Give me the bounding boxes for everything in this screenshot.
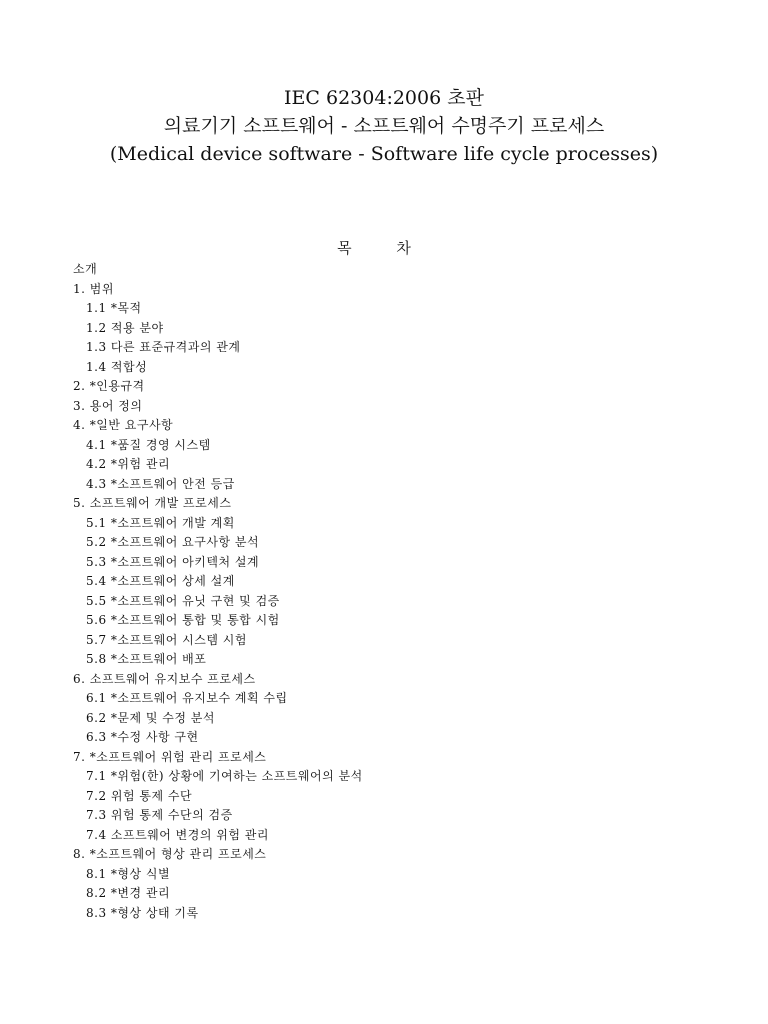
toc-subsection: 6.1 *소프트웨어 유지보수 계획 수립 bbox=[86, 691, 288, 705]
toc-subsection: 5.3 *소프트웨어 아키텍처 설계 bbox=[86, 554, 260, 569]
toc-subsection: 5.4 *소프트웨어 상세 설계 bbox=[86, 574, 235, 588]
toc-subsection: 1.1 *목적 bbox=[86, 301, 142, 315]
toc-subsection: 8.1 *형상 식별 bbox=[86, 866, 171, 881]
toc-subsection: 1.4 적합성 bbox=[86, 359, 148, 374]
toc-subsection: 5.2 *소프트웨어 요구사항 분석 bbox=[86, 535, 260, 549]
toc-subsection: 4.3 *소프트웨어 안전 등급 bbox=[86, 476, 235, 491]
toc-section: 2. *인용규격 bbox=[73, 379, 145, 393]
toc-section: 7. *소프트웨어 위험 관리 프로세스 bbox=[73, 749, 267, 764]
toc-subsection: 7.1 *위험(한) 상황에 기여하는 소프트웨어의 분석 bbox=[86, 769, 363, 783]
title-line-english: (Medical device software - Software life cycle processes) bbox=[109, 143, 659, 165]
toc-subsection: 4.2 *위험 관리 bbox=[86, 457, 171, 471]
toc-subsection: 6.3 *수정 사항 구현 bbox=[86, 730, 199, 744]
toc-subsection: 1.3 다른 표준규격과의 관계 bbox=[86, 340, 241, 354]
toc-subsection: 5.6 *소프트웨어 통합 및 통합 시험 bbox=[86, 613, 280, 627]
toc-subsection: 6.2 *문제 및 수정 분석 bbox=[86, 710, 215, 725]
toc-section: 1. 범위 bbox=[73, 281, 114, 296]
toc-heading: 목 차 bbox=[337, 239, 431, 257]
title-line-korean: 의료기기 소프트웨어 - 소프트웨어 수명주기 프로세스 bbox=[163, 115, 605, 137]
toc-section: 소개 bbox=[73, 262, 98, 276]
toc-section: 8. *소프트웨어 형상 관리 프로세스 bbox=[73, 847, 267, 861]
toc-subsection: 5.5 *소프트웨어 유닛 구현 및 검증 bbox=[86, 593, 280, 608]
table-of-contents bbox=[73, 260, 363, 923]
toc-subsection: 7.3 위험 통제 수단의 검증 bbox=[86, 808, 233, 822]
title-line-standard: IEC 62304:2006 초판 bbox=[284, 87, 484, 109]
toc-subsection: 5.7 *소프트웨어 시스템 시험 bbox=[86, 632, 247, 647]
toc-subsection: 1.2 적용 분야 bbox=[86, 320, 164, 335]
toc-subsection: 8.2 *변경 관리 bbox=[86, 886, 171, 900]
toc-section: 3. 용어 정의 bbox=[73, 398, 143, 413]
toc-section: 4. *일반 요구사항 bbox=[73, 418, 174, 432]
toc-subsection: 5.8 *소프트웨어 배포 bbox=[86, 652, 207, 666]
document-title bbox=[0, 84, 768, 168]
toc-subsection: 7.4 소프트웨어 변경의 위험 관리 bbox=[86, 827, 269, 842]
toc-subsection: 8.3 *형상 상태 기록 bbox=[86, 905, 199, 920]
toc-section: 5. 소프트웨어 개발 프로세스 bbox=[73, 496, 232, 510]
toc-subsection: 5.1 *소프트웨어 개발 계획 bbox=[86, 515, 235, 530]
toc-subsection: 7.2 위험 통제 수단 bbox=[86, 788, 193, 803]
toc-subsection: 4.1 *품질 경영 시스템 bbox=[86, 437, 211, 452]
toc-section: 6. 소프트웨어 유지보수 프로세스 bbox=[73, 671, 256, 686]
